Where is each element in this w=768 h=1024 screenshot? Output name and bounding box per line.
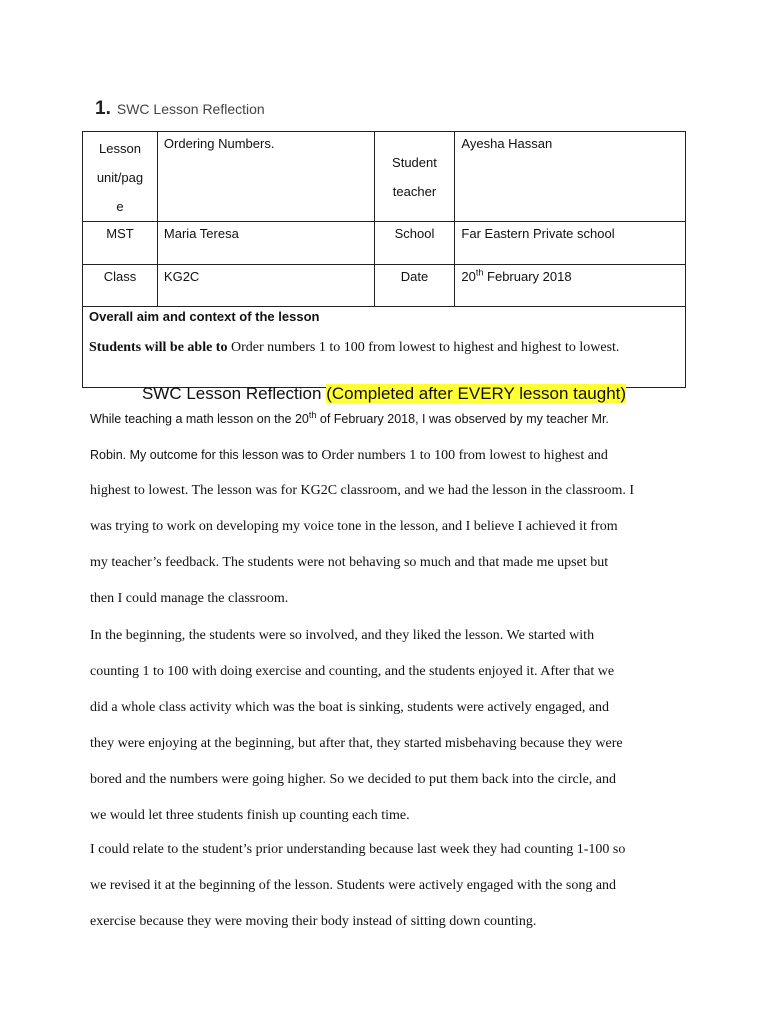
- aim-statement: Students will be able to Order numbers 1 to 100 from lowest to highest and highest to lowest.: [89, 340, 620, 355]
- paragraph-line: In the beginning, the students were so involved, and they liked the lesson. We started with: [90, 628, 595, 643]
- paragraph-line: my teacher’s feedback. The students were not behaving so much and that made me upset but: [90, 555, 609, 570]
- paragraph-line: While teaching a math lesson on the 20th of February 2018, I was observed by my teacher Mr.: [90, 409, 609, 426]
- paragraph-line: we revised it at the beginning of the lesson. Students were actively engaged with the song and: [90, 878, 617, 893]
- table-row: [83, 132, 686, 222]
- section-number: 1.: [95, 98, 111, 119]
- aim-cell: [83, 307, 686, 388]
- lesson-unit-label: Lesson unit/pag e: [83, 132, 158, 222]
- table-row: [83, 222, 686, 265]
- mst-value: Maria Teresa: [157, 222, 374, 265]
- paragraph-line: counting 1 to 100 with doing exercise and counting, and the students enjoyed it. After that we: [90, 664, 615, 679]
- paragraph-3: [90, 832, 625, 940]
- paragraph-line: highest to lowest. The lesson was for KG2C classroom, and we had the lesson in the classroom. I: [90, 483, 635, 498]
- date-label: Date: [374, 265, 455, 307]
- mst-label: MST: [83, 222, 158, 265]
- school-value: Far Eastern Private school: [455, 222, 686, 265]
- paragraph-line: exercise because they were moving their body instead of sitting down counting.: [90, 914, 537, 929]
- paragraph-2: [90, 618, 623, 834]
- paragraph-line: bored and the numbers were going higher. So we decided to put them back into the circle, and: [90, 772, 617, 787]
- section-title: SWC Lesson Reflection: [116, 101, 265, 117]
- class-value: KG2C: [157, 265, 374, 307]
- date-value: 20th February 2018: [455, 265, 686, 307]
- class-label: Class: [83, 265, 158, 307]
- section-heading: [95, 98, 265, 120]
- reflection-title-highlight: (Completed after EVERY lesson taught): [326, 384, 627, 403]
- paragraph-line: did a whole class activity which was the boat is sinking, students were actively engaged, and: [90, 700, 610, 715]
- paragraph-line: Robin. My outcome for this lesson was to Order numbers 1 to 100 from lowest to highest and: [90, 448, 608, 463]
- lesson-unit-value: Ordering Numbers.: [157, 132, 374, 222]
- lesson-info-table: [82, 131, 686, 388]
- paragraph-line: we would let three students finish up counting each time.: [90, 808, 410, 823]
- school-label: School: [374, 222, 455, 265]
- student-teacher-label: Student teacher: [374, 132, 455, 222]
- table-row: [83, 265, 686, 307]
- aim-title: Overall aim and context of the lesson: [89, 309, 320, 324]
- table-row: [83, 307, 686, 388]
- paragraph-1: [90, 401, 634, 617]
- paragraph-line: they were enjoying at the beginning, but after that, they started misbehaving because they were: [90, 736, 623, 751]
- paragraph-line: then I could manage the classroom.: [90, 591, 289, 606]
- paragraph-line: I could relate to the student’s prior understanding because last week they had counting 1-100 so: [90, 842, 626, 857]
- student-teacher-value: Ayesha Hassan: [455, 132, 686, 222]
- paragraph-line: was trying to work on developing my voice tone in the lesson, and I believe I achieved it from: [90, 519, 618, 534]
- reflection-title: SWC Lesson Reflection (Completed after EVERY lesson taught): [141, 384, 627, 403]
